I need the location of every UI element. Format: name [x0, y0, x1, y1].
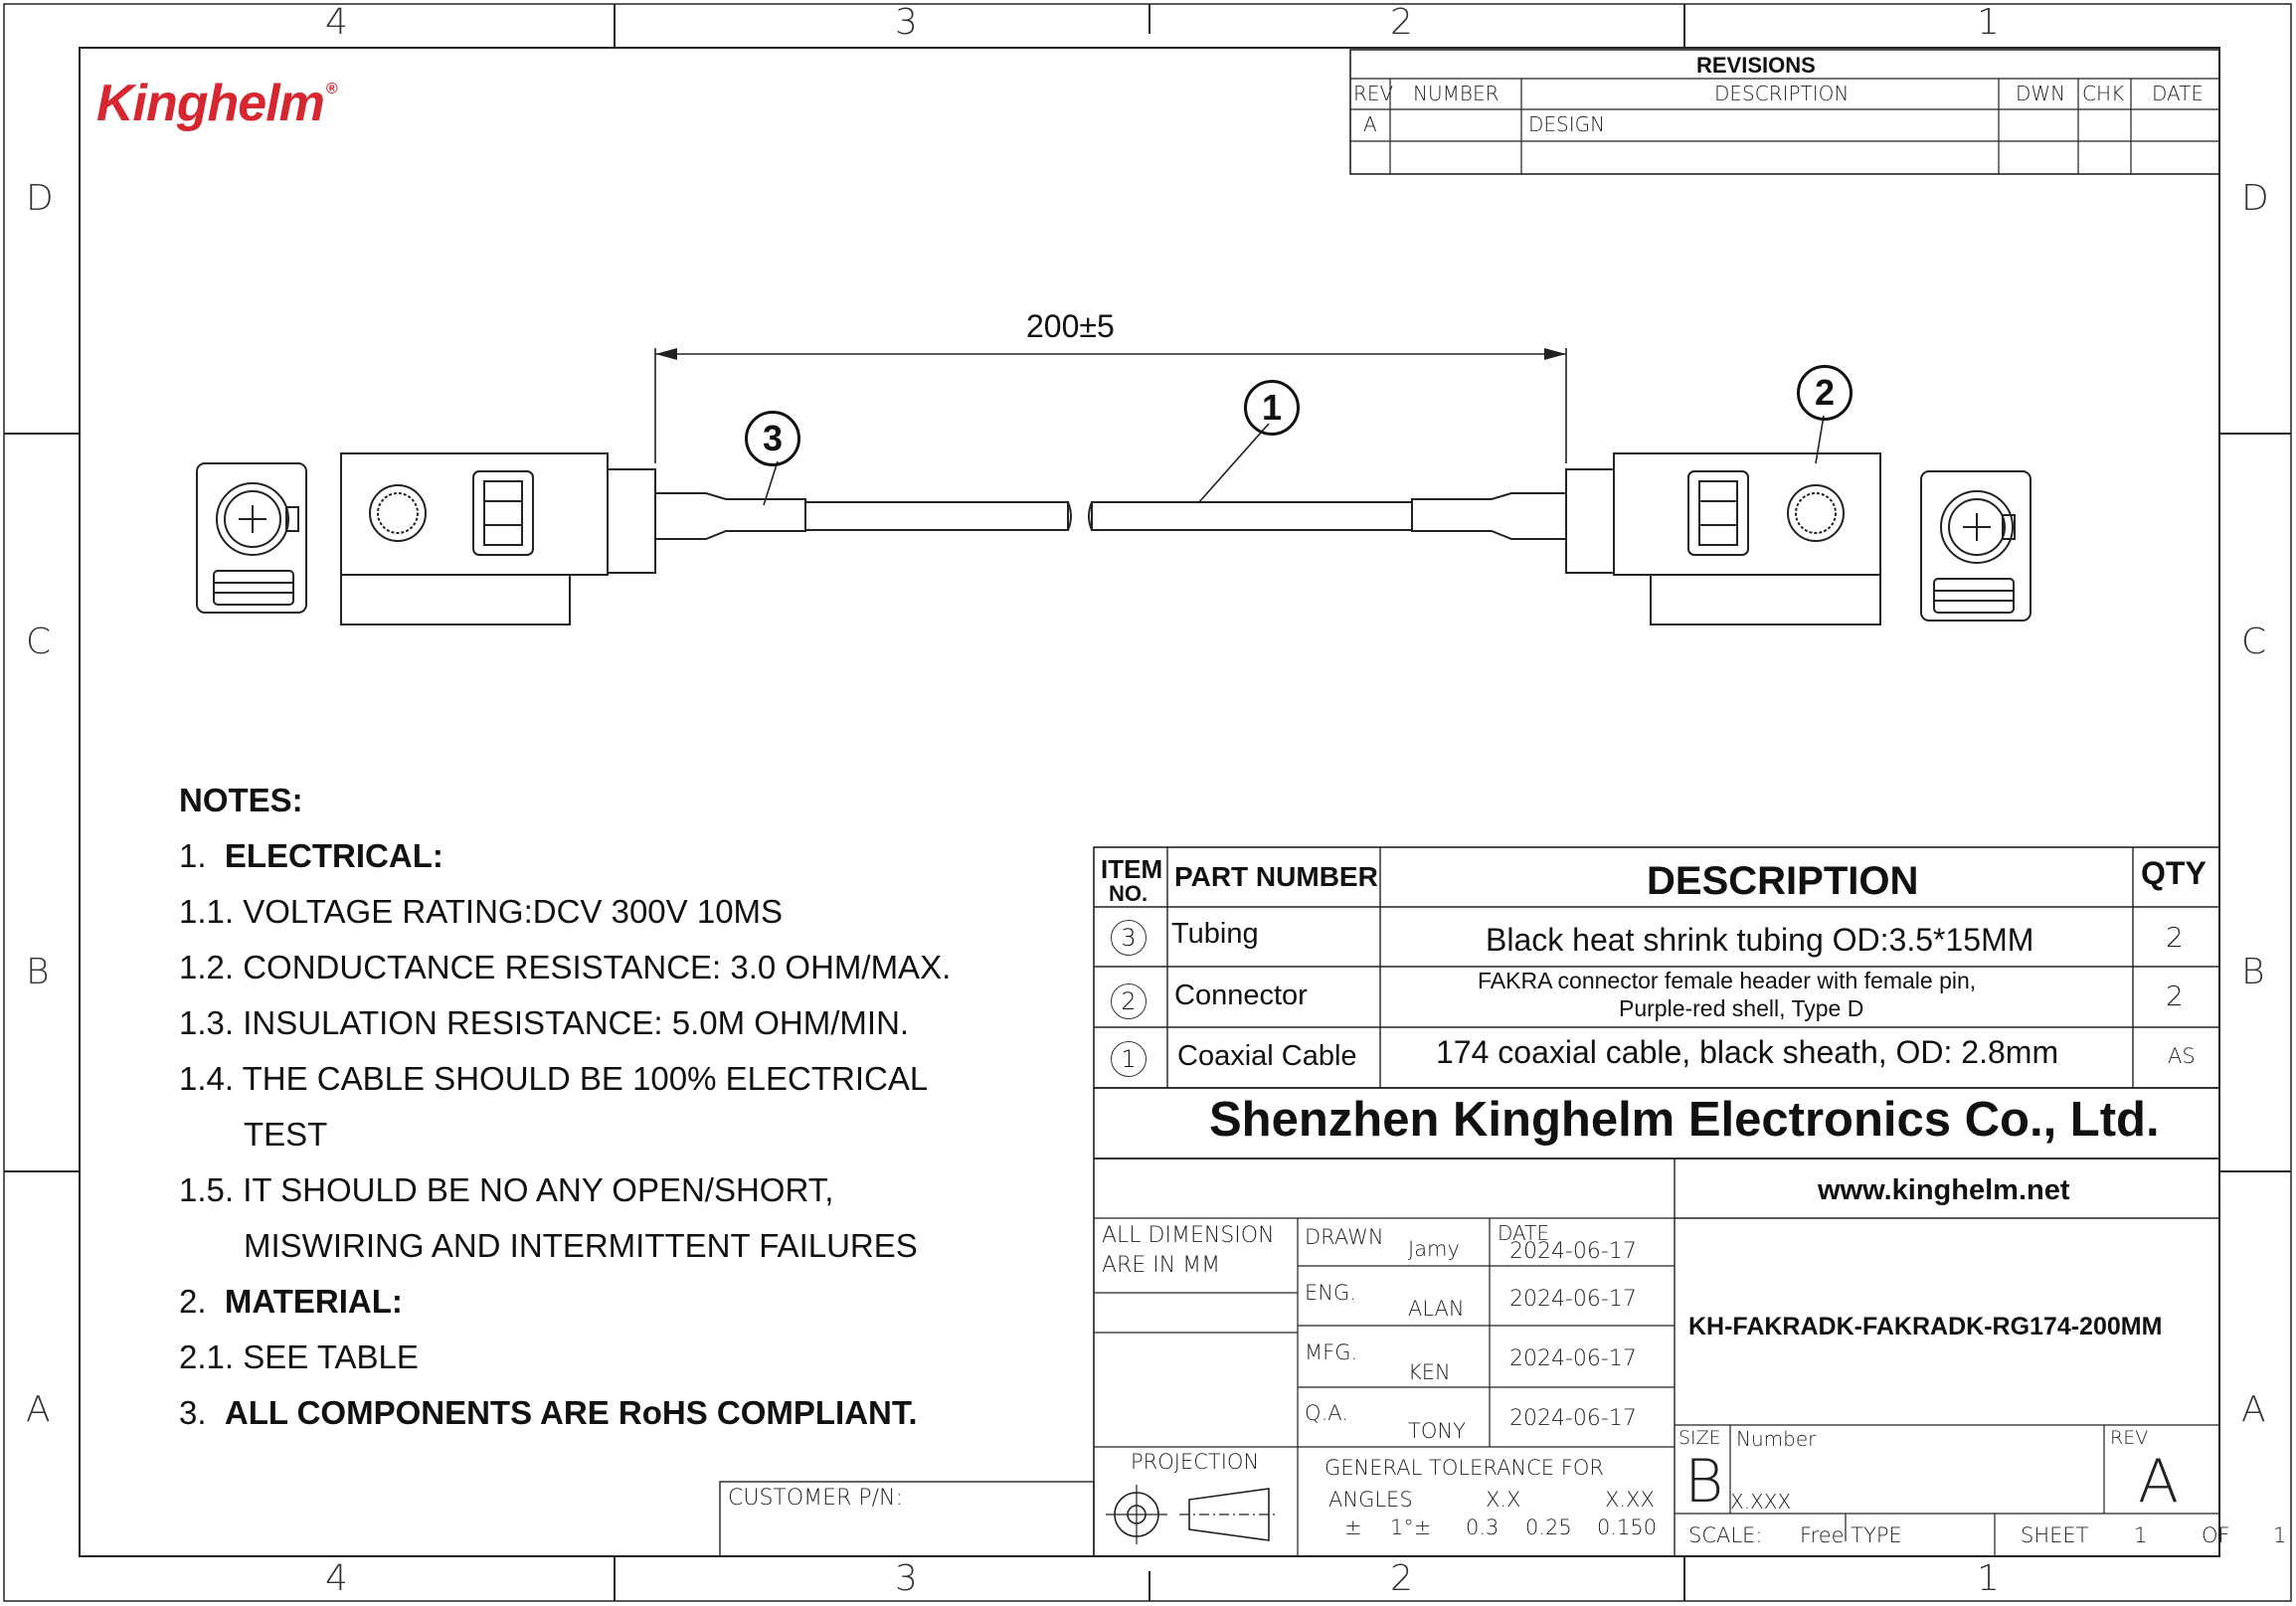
- balloon-1: 1: [1244, 380, 1300, 436]
- bom-header-qty: QTY: [2141, 855, 2207, 891]
- mfg-label: MFG.: [1305, 1340, 1358, 1364]
- tolerance-angles-label: ANGLES: [1328, 1488, 1413, 1512]
- zone-col-4-top: 4: [325, 2, 348, 43]
- note-line: 3. ALL COMPONENTS ARE RoHS COMPLIANT.: [179, 1394, 918, 1431]
- dims-note-line1: ALL DIMENSION: [1102, 1223, 1275, 1248]
- balloon-2: 2: [1797, 365, 1853, 421]
- logo-registered-mark: ®: [325, 81, 337, 97]
- tolerance-xxxx-value: 0.150: [1597, 1516, 1658, 1539]
- zone-row-b-left: B: [26, 952, 50, 992]
- tolerance-title: GENERAL TOLERANCE FOR: [1325, 1456, 1604, 1480]
- tolerance-angle-value: 1°±: [1390, 1516, 1432, 1539]
- drawn-date: 2024-06-17: [1509, 1239, 1637, 1264]
- zone-row-d-left: D: [26, 178, 54, 219]
- notes-title: NOTES:: [179, 782, 303, 818]
- note-line: MISWIRING AND INTERMITTENT FAILURES: [244, 1227, 918, 1264]
- rev-header-dwn: DWN: [2016, 82, 2066, 105]
- bom-item-circle: 3: [1111, 920, 1147, 956]
- length-dimension: 200±5: [1026, 308, 1115, 344]
- rev-row-description: DESIGN: [1528, 112, 1606, 136]
- customer-pn-label: CUSTOMER P/N:: [728, 1486, 903, 1511]
- number-label: Number: [1736, 1427, 1817, 1451]
- company-name: Shenzhen Kinghelm Electronics Co., Ltd.: [1209, 1093, 2160, 1147]
- tolerance-xxx-value: 0.25: [1525, 1516, 1572, 1539]
- eng-date: 2024-06-17: [1509, 1287, 1637, 1312]
- note-line: 1.2. CONDUCTANCE RESISTANCE: 3.0 OHM/MAX.: [179, 949, 952, 985]
- scale-label: SCALE:: [1688, 1523, 1763, 1547]
- bom-item-circle: 1: [1111, 1041, 1147, 1077]
- bom-part-coaxial-cable: Coaxial Cable: [1177, 1040, 1357, 1072]
- size-label: SIZE: [1678, 1427, 1721, 1449]
- mfg-name: KEN: [1408, 1360, 1451, 1384]
- tolerance-xxx-label: X.XX: [1605, 1488, 1655, 1512]
- zone-row-d-right: D: [2241, 178, 2269, 219]
- zone-col-1-top: 1: [1977, 2, 2000, 43]
- bom-desc-coaxial-cable: 174 coaxial cable, black sheath, OD: 2.8mm: [1436, 1034, 2059, 1070]
- bom-desc-tubing: Black heat shrink tubing OD:3.5*15MM: [1486, 922, 2034, 958]
- of-value: 1: [2273, 1523, 2287, 1547]
- drawn-label: DRAWN: [1305, 1225, 1384, 1249]
- number-value: X.XXX: [1730, 1490, 1792, 1514]
- zone-col-3-bottom: 3: [895, 1558, 918, 1599]
- note-line: 1. ELECTRICAL:: [179, 837, 443, 874]
- drawing-part-number: KH-FAKRADK-FAKRADK-RG174-200MM: [1688, 1313, 2163, 1340]
- eng-name: ALAN: [1408, 1297, 1465, 1321]
- bom-qty-connector: 2: [2166, 980, 2184, 1012]
- bom-item-circle: 2: [1111, 983, 1147, 1019]
- rev-header-rev: REV: [1353, 82, 1394, 105]
- bom-header-part-number: PART NUMBER: [1174, 861, 1378, 892]
- revisions-title: REVISIONS: [1696, 53, 1816, 78]
- rev-header-date: DATE: [2152, 82, 2205, 105]
- rev-label: REV: [2110, 1427, 2149, 1449]
- logo-text: Kinghelm: [96, 75, 324, 132]
- projection-label: PROJECTION: [1131, 1450, 1260, 1474]
- dims-note-line2: ARE IN MM: [1102, 1253, 1221, 1278]
- note-line: TEST: [244, 1116, 328, 1153]
- rev-header-chk: CHK: [2082, 82, 2125, 105]
- size-value: B: [1684, 1447, 1724, 1517]
- scale-value: Free TYPE: [1800, 1523, 1902, 1547]
- first-angle-projection-icon: [1114, 1492, 1159, 1537]
- zone-col-2-top: 2: [1390, 2, 1413, 43]
- bom-qty-tubing: 2: [2166, 921, 2184, 954]
- bom-part-tubing: Tubing: [1171, 918, 1259, 950]
- rev-row-rev: A: [1363, 112, 1377, 136]
- drawn-name: Jamy: [1408, 1237, 1460, 1261]
- zone-row-a-left: A: [26, 1389, 51, 1430]
- zone-row-a-right: A: [2241, 1389, 2266, 1430]
- note-line: 1.1. VOLTAGE RATING:DCV 300V 10MS: [179, 893, 784, 930]
- bom-header-item: ITEM: [1101, 854, 1163, 884]
- rev-header-number: NUMBER: [1413, 82, 1500, 105]
- zone-col-4-bottom: 4: [325, 1558, 348, 1599]
- note-line: 1.4. THE CABLE SHOULD BE 100% ELECTRICAL: [179, 1060, 929, 1097]
- rev-header-description: DESCRIPTION: [1714, 82, 1850, 105]
- zone-col-1-bottom: 1: [1977, 1558, 2000, 1599]
- sheet-value: 1: [2134, 1523, 2148, 1547]
- rev-value: A: [2138, 1447, 2180, 1517]
- balloon-3: 3: [745, 411, 800, 466]
- bom-header-description: DESCRIPTION: [1647, 859, 1919, 903]
- sheet-label: SHEET: [2021, 1523, 2089, 1547]
- qa-label: Q.A.: [1305, 1401, 1348, 1425]
- zone-col-2-bottom: 2: [1390, 1558, 1413, 1599]
- date-label: DATE: [1498, 1221, 1550, 1245]
- bom-desc-connector-line1: FAKRA connector female header with female pin,: [1478, 968, 1977, 993]
- note-line: 2. MATERIAL:: [179, 1283, 403, 1320]
- qa-date: 2024-06-17: [1509, 1406, 1637, 1431]
- note-line: 1.3. INSULATION RESISTANCE: 5.0M OHM/MIN.: [179, 1004, 910, 1041]
- tolerance-xx-value: 0.3: [1466, 1516, 1500, 1539]
- of-label: OF: [2202, 1523, 2230, 1547]
- note-line: 1.5. IT SHOULD BE NO ANY OPEN/SHORT,: [179, 1171, 834, 1208]
- bom-qty-coaxial-cable: AS: [2168, 1044, 2196, 1068]
- qa-name: TONY: [1408, 1419, 1466, 1443]
- zone-col-3-top: 3: [895, 2, 918, 43]
- tolerance-plusminus: ±: [1344, 1516, 1362, 1539]
- tolerance-xx-label: X.X: [1486, 1488, 1521, 1512]
- kinghelm-logo: [96, 75, 337, 132]
- eng-label: ENG.: [1305, 1281, 1356, 1305]
- bom-header-no: NO.: [1109, 881, 1148, 906]
- zone-row-b-right: B: [2241, 952, 2265, 992]
- bom-part-connector: Connector: [1174, 980, 1308, 1011]
- mfg-date: 2024-06-17: [1509, 1346, 1637, 1371]
- zone-row-c-right: C: [2241, 622, 2267, 662]
- zone-row-c-left: C: [26, 622, 52, 662]
- note-line: 2.1. SEE TABLE: [179, 1338, 419, 1375]
- company-website: www.kinghelm.net: [1818, 1174, 2070, 1206]
- bom-desc-connector-line2: Purple-red shell, Type D: [1619, 995, 1864, 1021]
